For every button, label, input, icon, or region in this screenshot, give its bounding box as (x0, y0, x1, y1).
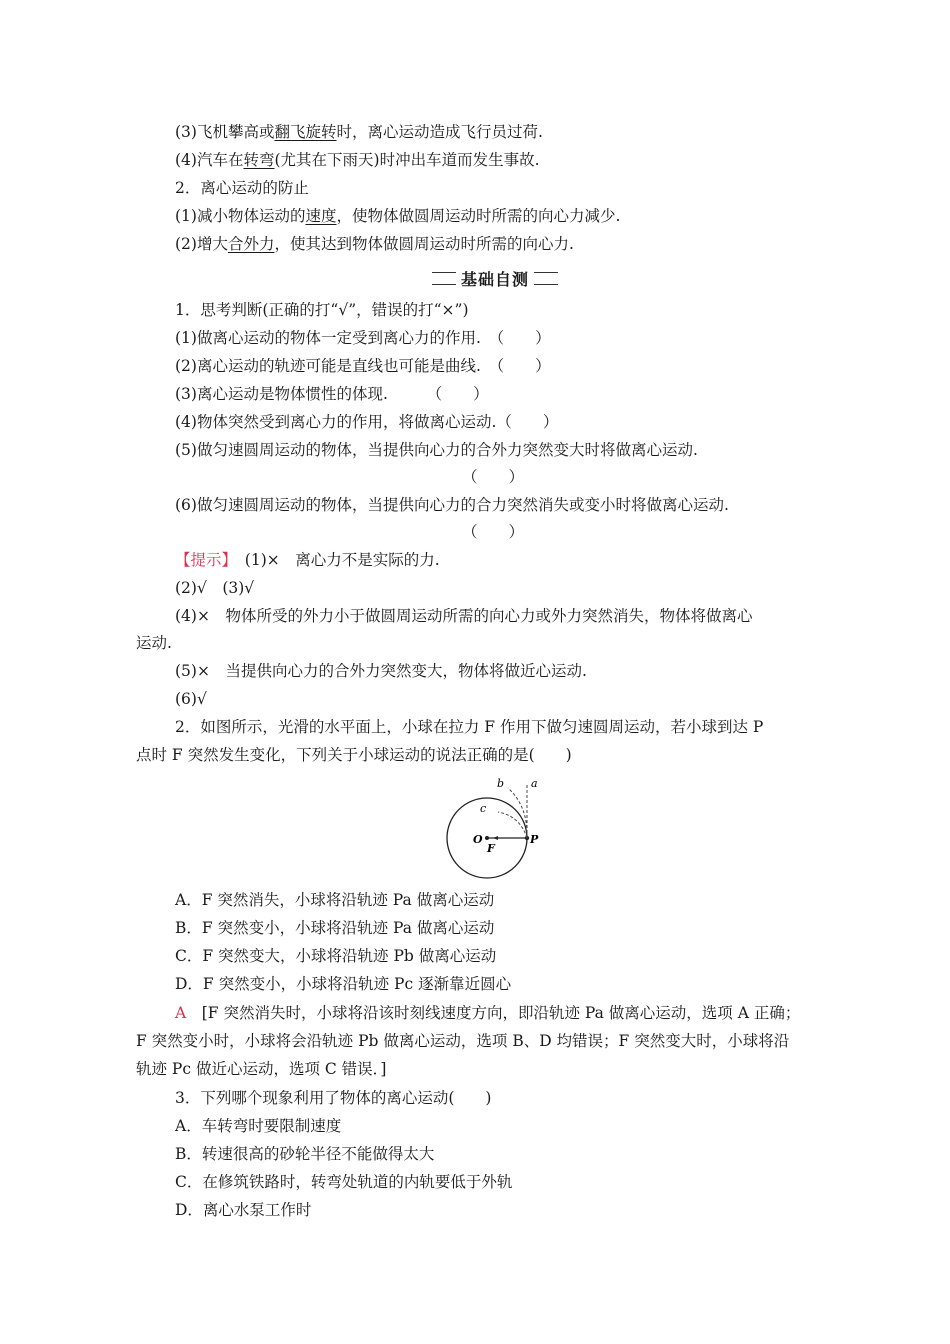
label-F: F (487, 842, 495, 855)
label-b: b (497, 777, 505, 790)
judge-item: (5)做匀速圆周运动的物体，当提供向心力的合外力突然变大时将做离心运动. (175, 441, 698, 459)
judge-bracket: （ ） (462, 523, 525, 541)
explanation-line: F 突然变小时，小球将会沿轨迹 Pb 做离心运动，选项 B、D 均错误；F 突然变大时，小球将沿 (136, 1032, 790, 1050)
text-line: (1)减小物体运动的速度，使物体做圆周运动时所需的向心力减少. (175, 207, 621, 225)
question-title: 点时 F 突然发生变化，下列关于小球运动的说法正确的是( ) (136, 746, 572, 764)
option-a: A．车转弯时要限制速度 (175, 1117, 342, 1135)
judge-item: (3)离心运动是物体惯性的体现. （ ） (175, 385, 489, 403)
option-a: A．F 突然消失，小球将沿轨迹 Pa 做离心运动 (175, 891, 495, 909)
option-d: D．F 突然变小，小球将沿轨迹 Pc 逐渐靠近圆心 (175, 975, 512, 993)
hint-line: (5)× 当提供向心力的合外力突然变大，物体将做近心运动. (175, 662, 587, 680)
option-c: C．在修筑铁路时，转弯处轨道的内轨要低于外轨 (175, 1173, 513, 1191)
hint-line: (4)× 物体所受的外力小于做圆周运动所需的向心力或外力突然消失，物体将做离心 (175, 607, 753, 625)
option-b: B．F 突然变小，小球将沿轨迹 Pa 做离心运动 (175, 919, 495, 937)
judge-item: (4)物体突然受到离心力的作用，将做离心运动.（ ） (175, 413, 559, 431)
label-c: c (480, 802, 487, 815)
question-title: 1．思考判断(正确的打“√”，错误的打“×”) (175, 301, 469, 319)
judge-item: (1)做离心运动的物体一定受到离心力的作用. （ ） (175, 329, 551, 347)
hint-line: 运动. (136, 634, 172, 652)
text-line: (2)增大合外力，使其达到物体做圆周运动时所需的向心力. (175, 235, 574, 253)
hint-label: 【提示】 (175, 551, 230, 569)
judge-item: (2)离心运动的轨迹可能是直线也可能是曲线. （ ） (175, 357, 551, 375)
circular-motion-figure (440, 770, 550, 882)
judge-item: (6)做匀速圆周运动的物体，当提供向心力的合力突然消失或变小时将做离心运动. (175, 496, 729, 514)
label-O: O (473, 833, 483, 846)
judge-bracket: （ ） (462, 468, 525, 486)
banner-title: 基础自测 (460, 270, 529, 289)
explanation-line: 轨迹 Pc 做近心运动，选项 C 错误．] (136, 1060, 387, 1078)
answer-letter: A (175, 1004, 187, 1022)
label-P: P (530, 833, 539, 846)
hint-line: (2)√ (3)√ (175, 579, 255, 597)
label-a: a (531, 777, 538, 790)
hint-line: 【提示】 (1)× 离心力不是实际的力. (175, 551, 440, 569)
hint-line: (6)√ (175, 690, 207, 708)
option-b: B．转速很高的砂轮半径不能做得太大 (175, 1145, 435, 1163)
question-title: 2．如图所示，光滑的水平面上，小球在拉力 F 作用下做匀速圆周运动，若小球到达 P (175, 718, 764, 736)
question-title: 3．下列哪个现象利用了物体的离心运动( ) (175, 1089, 492, 1107)
option-d: D．离心水泵工作时 (175, 1201, 312, 1219)
section-banner (432, 266, 558, 290)
section-heading: 2．离心运动的防止 (175, 179, 309, 197)
text-line: (4)汽车在转弯(尤其在下雨天)时冲出车道而发生事故. (175, 151, 540, 169)
option-c: C．F 突然变大，小球将沿轨迹 Pb 做离心运动 (175, 947, 497, 965)
text-line: (3)飞机攀高或翻飞旋转时，离心运动造成飞行员过荷. (175, 123, 543, 141)
explanation-line: A [F 突然消失时，小球将沿该时刻线速度方向，即沿轨迹 Pa 做离心运动，选项 A 正确； (175, 1004, 801, 1022)
